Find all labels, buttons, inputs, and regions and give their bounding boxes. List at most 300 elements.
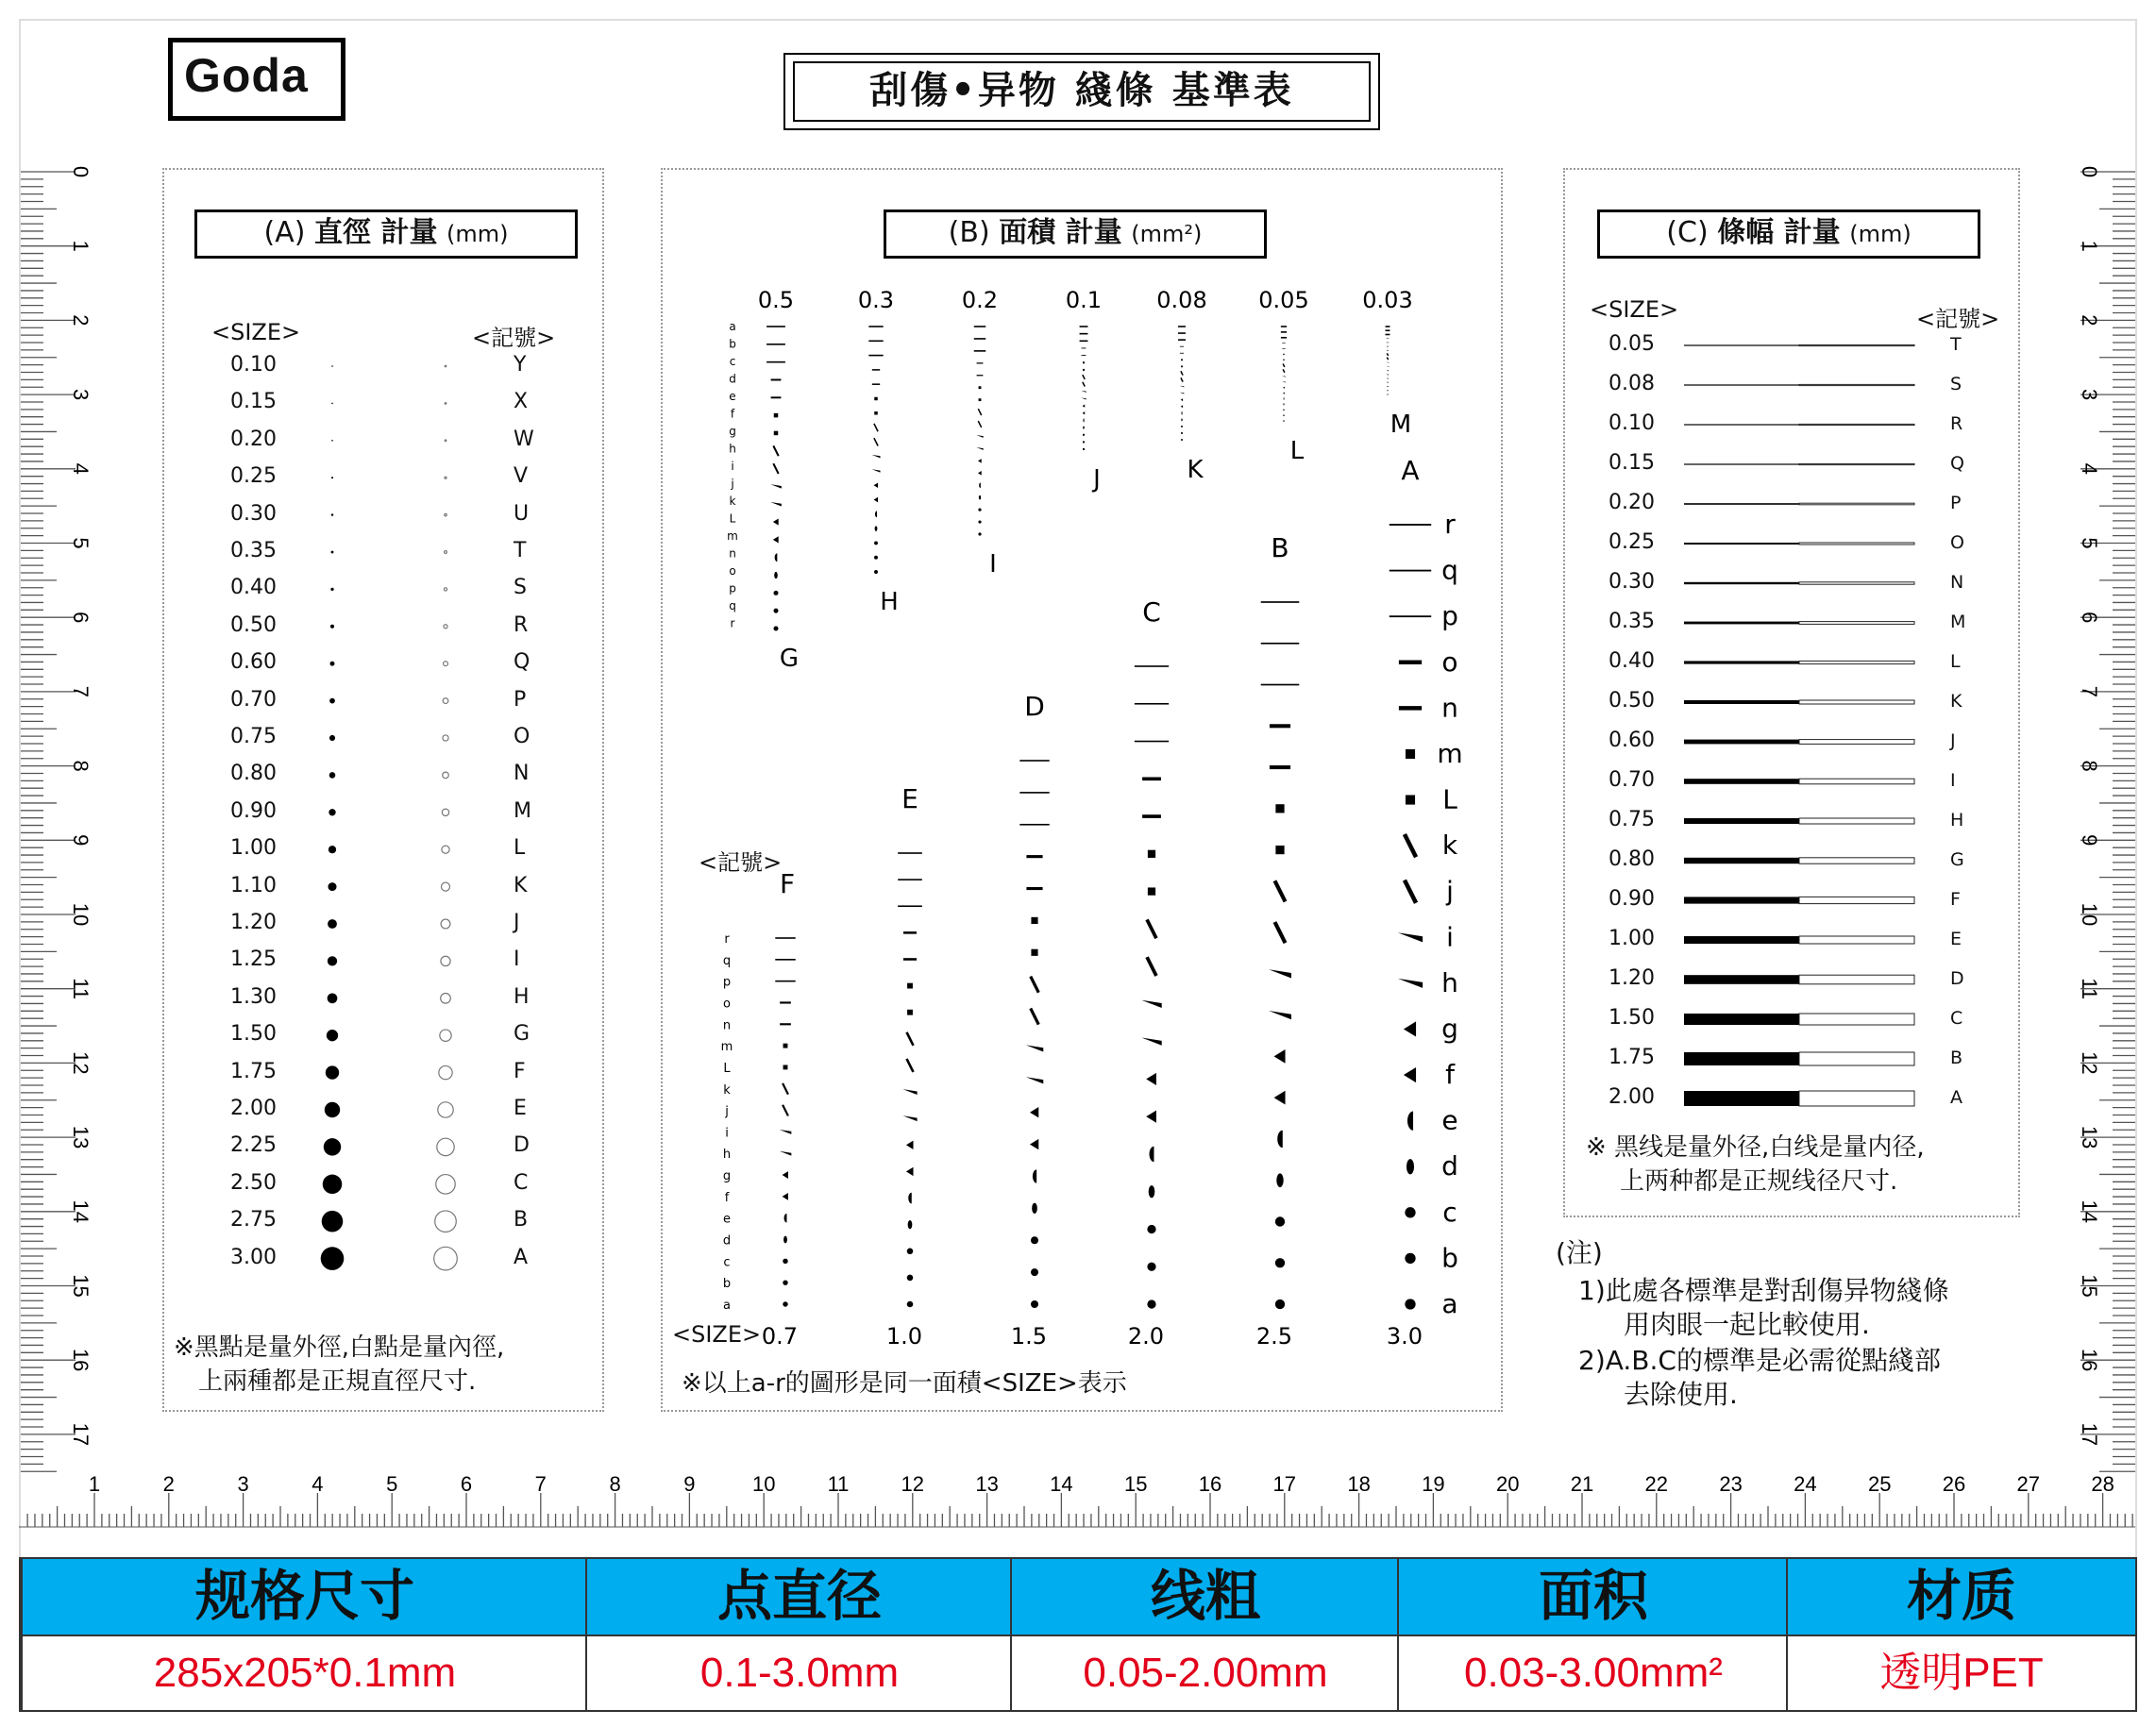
area-shape-dot xyxy=(1083,441,1085,443)
ruler-bottom-label: 14 xyxy=(1050,1472,1073,1496)
outer-width-line xyxy=(1684,661,1799,663)
inner-width-line xyxy=(1799,1052,1914,1065)
area-shape-wedge xyxy=(902,1089,917,1095)
area-shape-wedge xyxy=(1081,391,1086,393)
spec-col-size xyxy=(21,1559,587,1710)
outer-width-line xyxy=(1684,1091,1799,1106)
area-shape-line xyxy=(1390,570,1431,572)
area-shape-wedge xyxy=(902,1115,917,1121)
ruler-bottom-label: 20 xyxy=(1495,1472,1520,1496)
diameter-size: 0.35 xyxy=(230,539,277,562)
shape-mark-label: r xyxy=(730,616,735,630)
ruler-right-label: 13 xyxy=(2078,1125,2101,1149)
area-shape-dot xyxy=(1405,1207,1415,1217)
ruler-left-label: 7 xyxy=(69,685,93,698)
outer-width-line xyxy=(1684,424,1799,425)
area-shape-wedge xyxy=(1269,1011,1291,1019)
area-group-letter: I xyxy=(989,550,997,578)
note-1-line-2: 用肉眼一起比較使用. xyxy=(1624,1309,1870,1340)
area-shape-bar xyxy=(1142,777,1161,780)
width-mark: M xyxy=(1950,612,1966,632)
ruler-left-label: 14 xyxy=(69,1199,93,1224)
area-shape-ellipse xyxy=(908,1220,913,1229)
outer-diameter-dot xyxy=(328,919,337,929)
width-mark: A xyxy=(1950,1087,1962,1108)
area-shape-triangle xyxy=(1274,1091,1286,1105)
area-group-letter: K xyxy=(1187,456,1204,484)
area-size-label: 0.1 xyxy=(1065,287,1103,313)
shape-mark-label-large: L xyxy=(1442,783,1457,815)
area-shape-line xyxy=(868,340,883,342)
panel-a-note-2: 上兩種都是正規直徑尺寸. xyxy=(198,1367,477,1396)
diameter-mark: G xyxy=(514,1022,531,1047)
diameter-mark: H xyxy=(514,984,530,1009)
ruler-right-label: 16 xyxy=(2078,1348,2101,1372)
area-shape-ellipse xyxy=(1388,381,1389,383)
area-size-label: 0.05 xyxy=(1258,287,1309,313)
area-shape-square xyxy=(783,1065,788,1070)
ruler-bottom-label: 24 xyxy=(1794,1472,1817,1496)
inner-diameter-dot xyxy=(444,625,447,629)
area-shape-halfdisc xyxy=(875,511,877,517)
width-mark: D xyxy=(1950,968,1964,989)
outer-diameter-dot xyxy=(327,1030,338,1041)
diameter-mark: A xyxy=(514,1245,529,1269)
area-shape-wedge xyxy=(871,469,880,472)
ruler-bottom-label: 17 xyxy=(1272,1472,1297,1496)
diameter-dots xyxy=(302,349,472,1274)
width-size: 0.60 xyxy=(1609,729,1655,752)
area-shape-triangle xyxy=(1030,1139,1038,1149)
shape-mark-label-small: i xyxy=(725,1126,729,1141)
diameter-mark: Q xyxy=(514,650,531,675)
area-shape-line xyxy=(766,344,785,345)
ruler-right-label: 9 xyxy=(2078,834,2101,847)
outer-diameter-dot xyxy=(331,365,333,367)
inner-diameter-dot xyxy=(445,403,446,405)
spec-header-dot: 点直径 xyxy=(587,1559,1012,1636)
ruler-bottom-label: 27 xyxy=(2016,1472,2041,1496)
area-shape-line xyxy=(1261,643,1300,645)
area-shape-square xyxy=(1083,369,1085,371)
area-shape-halfdisc xyxy=(1388,377,1389,379)
width-mark: O xyxy=(1950,532,1964,553)
inner-diameter-dot xyxy=(445,551,447,554)
shape-mark-label: c xyxy=(729,355,736,368)
width-size: 0.80 xyxy=(1609,847,1655,871)
area-shape-triangle xyxy=(978,471,982,476)
width-mark: L xyxy=(1950,651,1961,672)
inner-diameter-dot xyxy=(442,809,448,815)
width-size: 1.75 xyxy=(1609,1046,1655,1069)
area-shape-dot xyxy=(1031,1268,1038,1276)
area-shape-line xyxy=(1080,333,1088,335)
ruler-right-label: 5 xyxy=(2078,537,2101,549)
shape-mark-label-large: d xyxy=(1441,1150,1458,1182)
panel-a-heading-prefix: (A) xyxy=(263,216,306,249)
area-shape-square xyxy=(1148,850,1155,858)
diameter-size: 0.60 xyxy=(230,650,277,675)
area-shape-slash xyxy=(1147,957,1156,976)
inner-width-line xyxy=(1799,463,1914,464)
panel-c-heading-main: 條幅 計量 xyxy=(1717,216,1841,249)
outer-diameter-dot xyxy=(328,993,338,1003)
ruler-left-label: 12 xyxy=(69,1051,93,1075)
inner-width-line xyxy=(1799,700,1914,704)
area-shape-line xyxy=(1019,760,1049,762)
diameter-size: 0.75 xyxy=(230,725,277,748)
area-shape-slash xyxy=(1274,922,1285,943)
outer-diameter-dot xyxy=(331,551,334,554)
inner-diameter-dot xyxy=(442,846,449,853)
area-shape-line xyxy=(1261,684,1300,686)
area-shape-slash xyxy=(783,1083,788,1095)
inner-diameter-dot xyxy=(445,365,446,367)
area-shape-ellipse xyxy=(875,526,878,531)
area-shape-bar xyxy=(1270,765,1290,769)
inner-diameter-dot xyxy=(436,1175,456,1195)
area-shape-bar xyxy=(1026,887,1042,890)
area-shape-line xyxy=(766,361,785,363)
width-size: 0.70 xyxy=(1609,768,1655,792)
shape-mark-label-large: e xyxy=(1441,1104,1458,1136)
inner-diameter-dot xyxy=(439,1065,452,1079)
area-shape-dot xyxy=(1083,434,1085,436)
width-mark: T xyxy=(1950,334,1962,355)
area-shape-dot xyxy=(1147,1299,1155,1308)
area-shape-dot xyxy=(1031,1300,1038,1308)
outer-diameter-dot xyxy=(331,403,333,405)
area-shape-bar xyxy=(977,362,984,363)
inner-diameter-dot xyxy=(438,1102,453,1117)
area-shape-triangle xyxy=(1030,1107,1038,1117)
area-shape-bar xyxy=(771,396,782,398)
area-shape-halfdisc xyxy=(1150,1147,1154,1162)
area-shape-line xyxy=(1019,792,1049,794)
outer-width-line xyxy=(1684,1014,1799,1025)
area-shape-wedge xyxy=(976,435,983,438)
area-shape-dot xyxy=(907,1248,914,1254)
inner-diameter-dot xyxy=(443,735,448,741)
area-shape-slash xyxy=(1283,369,1285,372)
diameter-mark: M xyxy=(514,798,531,823)
inner-width-line xyxy=(1799,503,1914,505)
area-shape-slash xyxy=(1083,382,1085,387)
area-shape-line xyxy=(1281,337,1287,339)
width-size: 0.30 xyxy=(1609,570,1655,594)
width-size: 1.20 xyxy=(1609,966,1655,990)
area-shape-bar xyxy=(903,958,917,961)
diameter-size: 1.25 xyxy=(230,947,277,972)
inner-diameter-dot xyxy=(445,513,446,515)
area-shape-square xyxy=(874,397,877,400)
width-mark: N xyxy=(1950,572,1964,593)
shape-mark-label-small: c xyxy=(723,1255,731,1270)
area-group-letter: A xyxy=(1401,455,1420,486)
area-shape-bar xyxy=(1180,346,1184,347)
area-shape-ellipse xyxy=(1181,418,1182,421)
area-shape-dot xyxy=(1283,409,1285,411)
spec-header-size: 规格尺寸 xyxy=(23,1559,587,1636)
inner-width-line xyxy=(1799,897,1914,903)
shape-mark-label-small: b xyxy=(722,1277,732,1292)
area-shape-dot xyxy=(978,532,981,535)
area-shape-line xyxy=(974,326,986,327)
spec-value-area: 0.03-3.00mm² xyxy=(1464,1650,1723,1696)
area-shape-slash xyxy=(978,409,981,415)
diameter-mark: R xyxy=(514,612,529,637)
diameter-mark: X xyxy=(514,390,529,414)
note-2-line-2: 去除使用. xyxy=(1624,1379,1738,1410)
outer-width-line xyxy=(1684,700,1799,704)
area-shape-halfdisc xyxy=(1407,1112,1413,1131)
inner-diameter-dot xyxy=(437,1138,454,1155)
area-shape-slash xyxy=(1147,919,1156,938)
area-shape-bar xyxy=(872,383,880,385)
area-shape-wedge xyxy=(871,455,880,458)
ruler-bottom-label: 8 xyxy=(609,1472,621,1496)
shape-mark-label-small: L xyxy=(723,1061,731,1076)
outer-diameter-dot xyxy=(326,1065,339,1079)
area-shape-dot xyxy=(1283,420,1285,422)
shape-mark-label: h xyxy=(729,442,736,456)
shape-mark-label-large: o xyxy=(1441,646,1458,678)
spec-table xyxy=(19,1557,2137,1712)
ruler-left-label: 6 xyxy=(69,612,93,624)
area-shape-wedge xyxy=(1180,393,1185,394)
diameter-mark: E xyxy=(514,1097,527,1120)
area-shape-line xyxy=(1178,332,1186,334)
area-shape-square xyxy=(1148,887,1155,895)
diameter-size: 0.25 xyxy=(230,464,277,489)
spec-header-area: 面积 xyxy=(1399,1559,1788,1636)
area-shape-square xyxy=(1275,846,1284,854)
outer-diameter-dot xyxy=(322,1211,344,1232)
area-shape-wedge xyxy=(1141,1038,1161,1046)
ruler-left-label: 10 xyxy=(69,902,93,927)
ruler-bottom-label: 15 xyxy=(1123,1472,1148,1496)
area-shape-triangle xyxy=(1283,392,1285,394)
inner-width-line xyxy=(1799,582,1914,584)
outer-width-line xyxy=(1684,818,1799,824)
area-shape-bar xyxy=(780,1023,791,1025)
area-shape-slash xyxy=(783,1105,788,1116)
page-title: 刮傷•异物 綫條 基準表 xyxy=(793,61,1371,122)
ruler-left-label: 8 xyxy=(69,760,93,772)
area-group-letter: E xyxy=(901,783,918,814)
shape-mark-label-large: i xyxy=(1446,921,1454,953)
area-shape-triangle xyxy=(783,1171,788,1179)
area-shape-triangle xyxy=(1404,1067,1416,1082)
area-size-label: 0.08 xyxy=(1156,287,1207,313)
inner-width-line xyxy=(1799,858,1914,864)
area-shape-dot xyxy=(874,570,878,574)
inner-width-line xyxy=(1799,384,1914,385)
area-shape-triangle xyxy=(783,1193,788,1200)
outer-diameter-dot xyxy=(328,809,335,815)
diameter-size: 0.80 xyxy=(230,762,277,786)
ruler-right-label: 12 xyxy=(2078,1051,2101,1075)
ruler-right-label: 3 xyxy=(2078,388,2101,401)
diameter-mark: D xyxy=(514,1133,530,1158)
outer-diameter-dot xyxy=(331,440,333,442)
shape-mark-label: m xyxy=(727,529,738,543)
panel-c-mark-header: <記號> xyxy=(1916,306,2000,332)
area-shape-halfdisc xyxy=(908,1193,911,1204)
panel-a-size-header: <SIZE> xyxy=(211,319,301,345)
ruler-left-label: 11 xyxy=(69,978,93,1000)
area-shape-dot xyxy=(1283,414,1285,416)
width-mark: B xyxy=(1950,1048,1963,1068)
area-shape-slash xyxy=(1031,977,1039,993)
spec-col-material xyxy=(1786,1559,2135,1710)
area-shape-square xyxy=(907,1010,913,1015)
area-shape-bar xyxy=(1142,814,1161,818)
outer-diameter-dot xyxy=(328,846,336,853)
diameter-mark: C xyxy=(514,1170,529,1195)
area-shape-square xyxy=(1283,354,1284,355)
shape-mark-label: n xyxy=(729,546,736,561)
area-shape-dot xyxy=(1181,426,1183,428)
area-size-label: 3.0 xyxy=(1386,1323,1423,1350)
area-shape-wedge xyxy=(1387,362,1390,363)
panel-c-heading-unit: (mm) xyxy=(1849,221,1912,247)
area-shape-dot xyxy=(783,1280,787,1284)
panel-a-heading-main: 直徑 計量 xyxy=(314,216,438,249)
diameter-mark: Y xyxy=(514,353,527,377)
panel-b-mark-label: <記號> xyxy=(699,849,783,876)
area-shape-line xyxy=(1080,340,1088,342)
area-shape-square xyxy=(1181,359,1183,360)
panel-b-heading-main: 面積 計量 xyxy=(999,216,1122,249)
diameter-size: 2.50 xyxy=(230,1170,277,1195)
area-shape-bar xyxy=(977,375,984,376)
ruler-right-label: 10 xyxy=(2078,902,2101,927)
ruler-left-label: 17 xyxy=(69,1422,93,1447)
inner-diameter-dot xyxy=(440,1030,451,1041)
spec-value-line: 0.05-2.00mm xyxy=(1083,1650,1328,1696)
inner-diameter-dot xyxy=(441,919,450,929)
area-shape-bar xyxy=(771,378,782,380)
width-mark: E xyxy=(1950,929,1962,949)
shape-mark-label-large: n xyxy=(1441,692,1458,724)
ruler-right-label: 15 xyxy=(2078,1274,2101,1298)
area-shape-line xyxy=(1390,615,1431,617)
inner-diameter-dot xyxy=(443,772,449,779)
area-shape-wedge xyxy=(780,1151,792,1156)
area-shape-triangle xyxy=(1083,405,1086,408)
area-size-label: 0.5 xyxy=(757,287,795,313)
area-shape-dot xyxy=(978,509,981,511)
outer-width-line xyxy=(1684,897,1799,903)
area-shape-bar xyxy=(1399,706,1422,710)
outer-width-line xyxy=(1684,384,1799,385)
shape-mark-label-small: d xyxy=(722,1233,732,1249)
diameter-size: 1.00 xyxy=(230,836,277,861)
area-shape-square xyxy=(783,1044,788,1048)
area-size-label: 0.2 xyxy=(961,287,999,313)
diameter-mark: W xyxy=(514,427,534,451)
panel-c-size-header: <SIZE> xyxy=(1590,296,1679,323)
ruler-bottom-label: 6 xyxy=(460,1472,473,1496)
outer-width-line xyxy=(1684,779,1799,784)
area-shape-halfdisc xyxy=(979,482,981,488)
ruler-right-label: 11 xyxy=(2078,978,2101,1000)
area-shape-slash xyxy=(907,1059,914,1072)
diameter-mark: S xyxy=(514,576,527,600)
diameter-size: 1.30 xyxy=(230,984,277,1009)
inner-diameter-dot xyxy=(441,956,450,965)
ruler-left-label: 13 xyxy=(69,1125,93,1149)
area-shape-ellipse xyxy=(1083,426,1085,428)
shape-mark-label-large: a xyxy=(1441,1288,1458,1319)
area-shape-ellipse xyxy=(1032,1203,1037,1214)
width-mark: I xyxy=(1950,770,1956,791)
diameter-size: 0.50 xyxy=(230,612,277,637)
area-shape-line xyxy=(766,326,785,327)
area-shape-line xyxy=(1386,326,1390,327)
area-shape-square xyxy=(1083,361,1085,363)
shape-mark-label: f xyxy=(730,407,735,421)
shape-mark-label-small: g xyxy=(722,1169,732,1184)
shape-mark-label: d xyxy=(729,372,736,386)
area-shape-dot xyxy=(773,626,778,630)
diameter-size: 1.10 xyxy=(230,873,277,897)
area-shape-dot xyxy=(1405,1253,1415,1264)
area-shape-square xyxy=(874,411,877,414)
diameter-size: 0.70 xyxy=(230,687,277,712)
ruler-bottom-label: 25 xyxy=(1867,1472,1892,1496)
outer-width-line xyxy=(1684,543,1799,545)
area-shape-dot xyxy=(907,1275,914,1282)
spec-value-material: 透明PET xyxy=(1879,1650,2044,1696)
width-mark: Q xyxy=(1950,453,1964,474)
area-shape-halfdisc xyxy=(1284,397,1285,400)
width-mark: S xyxy=(1950,374,1962,394)
width-size: 0.75 xyxy=(1609,808,1655,831)
width-size: 0.20 xyxy=(1609,491,1655,514)
ruler-right-label: 1 xyxy=(2078,240,2101,252)
shape-mark-label: i xyxy=(731,460,734,473)
area-shape-triangle xyxy=(874,482,879,488)
shape-mark-label: k xyxy=(729,495,736,508)
area-shape-ellipse xyxy=(774,572,778,578)
area-shape-square xyxy=(1181,365,1183,367)
area-shapes xyxy=(661,274,1499,1368)
area-shape-wedge xyxy=(1026,1045,1044,1051)
ruler-bottom-label: 18 xyxy=(1347,1472,1371,1496)
outer-diameter-dot xyxy=(329,698,335,704)
area-shape-line xyxy=(775,959,795,961)
area-shape-triangle xyxy=(1283,387,1285,389)
width-mark: G xyxy=(1950,849,1964,870)
outer-diameter-dot xyxy=(330,625,334,629)
diameter-size: 0.10 xyxy=(230,353,277,377)
outer-width-line xyxy=(1684,503,1799,505)
area-shape-line xyxy=(974,350,986,352)
shape-mark-label: p xyxy=(729,581,736,595)
inner-width-line xyxy=(1799,936,1914,944)
panel-b-heading-prefix: (B) xyxy=(948,216,990,249)
ruler-bottom-label: 22 xyxy=(1644,1472,1669,1496)
ruler-bottom-label: 2 xyxy=(162,1472,175,1496)
spec-col-dot xyxy=(585,1559,1012,1710)
area-shape-line xyxy=(775,981,795,982)
area-shape-wedge xyxy=(770,502,782,507)
area-shape-dot xyxy=(1275,1299,1285,1309)
ruler-bottom-label: 3 xyxy=(237,1472,249,1496)
width-mark: F xyxy=(1950,889,1961,910)
